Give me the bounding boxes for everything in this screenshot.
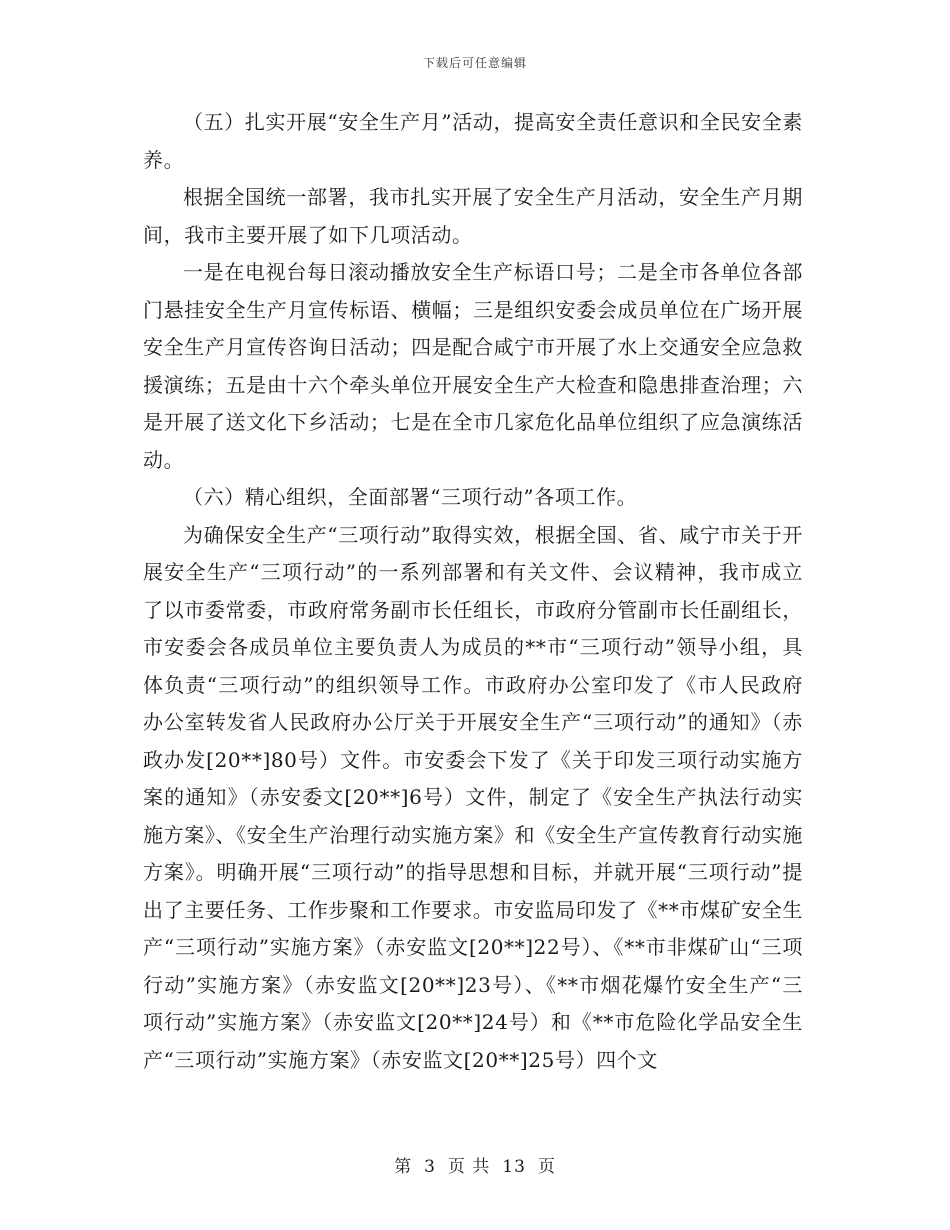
footer-suffix: 页 <box>537 1157 556 1177</box>
paragraph-section-6-heading: （六）精心组织，全面部署“三项行动”各项工作。 <box>183 485 638 509</box>
paragraph-safety-month-activities: 一是在电视台每日滚动播放安全生产标语口号；二是全市各单位各部门悬挂安全生产月宣传标语、横幅；三是组织安委会成员单位在广场开展安全生产月宣传咨询日活动；四是配合咸宁市开展了水上交通安全应急救援演练；五是由十六个牵头单位开展安全生产大检查和隐患排查治理；六是开展了送文化下乡活动；七是在全市几家危化品单位组织了应急演练活动。 <box>143 260 803 472</box>
page-footer <box>0 1152 950 1177</box>
paragraph-safety-month-intro: 根据全国统一部署，我市扎实开展了安全生产月活动，安全生产月期间，我市主要开展了如下几项活动。 <box>143 185 803 247</box>
footer-prefix: 第 <box>394 1157 413 1177</box>
document-body <box>143 104 803 1079</box>
footer-page-number: 3 <box>424 1157 436 1177</box>
paragraph-section-5-heading: （五）扎实开展“安全生产月”活动，提高安全责任意识和全民安全素养。 <box>143 110 803 172</box>
footer-total-pages: 13 <box>502 1157 526 1177</box>
paragraph-three-actions-details: 为确保安全生产“三项行动”取得实效，根据全国、省、咸宁市关于开展安全生产“三项行动”的一系列部署和有关文件、会议精神，我市成立了以市委常委，市政府常务副市长任组长，市政府分管副市长任副组长，市安委会各成员单位主要负责人为成员的**市“三项行动”领导小组，具体负责“三项行动”的组织领导工作。市政府办公室印发了《市人民政府办公室转发省人民政府办公厅关于开展安全生产“三项行动”的通知》（赤政办发[20**]80号）文件。市安委会下发了《关于印发三项行动实施方案的通知》（赤安委文[20**]6号）文件，制定了《安全生产执法行动实施方案》、《安全生产治理行动实施方案》和《安全生产宣传教育行动实施方案》。明确开展“三项行动”的指导思想和目标，并就开展“三项行动”提出了主要任务、工作步聚和工作要求。市安监局印发了《**市煤矿安全生产“三项行动”实施方案》（赤安监文[20**]22号）、《**市非煤矿山“三项行动”实施方案》（赤安监文[20**]23号）、《**市烟花爆竹安全生产“三项行动”实施方案》（赤安监文[20**]24号）和《**市危险化学品安全生产“三项行动”实施方案》（赤安监文[20**]25号）四个文 <box>143 522 803 1072</box>
footer-middle: 页 共 <box>447 1157 491 1177</box>
page-header-note: 下载后可任意编辑 <box>422 56 527 70</box>
